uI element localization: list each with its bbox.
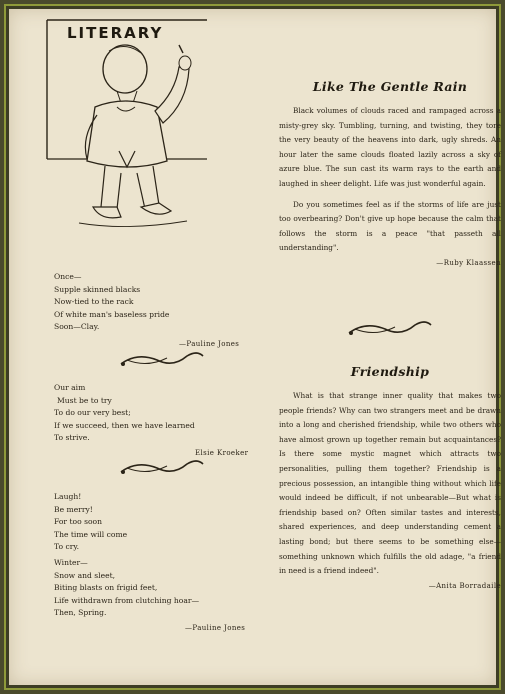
poem-author: —Pauline Jones <box>185 623 246 632</box>
poem-line: The time will come <box>54 529 128 539</box>
poem-line: Laugh! <box>54 492 82 501</box>
poem-line: Must be to try <box>57 395 112 405</box>
poem-line: Then, Spring. <box>54 608 107 618</box>
poem-line: To strive. <box>54 433 90 443</box>
poem-once <box>54 271 274 351</box>
essay-paragraph: Black volumes of clouds raced and rampaged across a misty-grey sky. Tumbling, turning, and twisting, they tore the very beauty of the heavens into dark, ugly shreds. An hour later the same clouds floated lazily across a sky of azure blue. The sun cast its warm rays to the earth and laughed in sheer delight. Life was just wonderful again. <box>279 106 501 188</box>
essay-author: —Anita Borradaile <box>428 581 501 590</box>
poem-line: Winter— <box>54 558 88 567</box>
poem-author: Elsie Kroeker <box>195 448 249 457</box>
board-text: LITERARY <box>67 24 164 42</box>
flourish-ornament <box>345 317 435 341</box>
essay-title: Friendship <box>350 364 430 379</box>
poem-line: Our aim <box>54 383 86 392</box>
poem-line: Of white man's baseless pride <box>54 309 170 319</box>
poem-line: For too soon <box>54 517 103 527</box>
poem-author: —Pauline Jones <box>179 339 240 348</box>
poem-line: Be merry! <box>54 504 93 514</box>
poem-line: If we succeed, then we have learned <box>54 420 195 430</box>
poem-line: Supple skinned blacks <box>54 284 141 294</box>
essay-like-the-gentle-rain <box>279 79 501 267</box>
poem-line: To cry. <box>54 542 80 552</box>
poem-line: Soon—Clay. <box>54 322 100 332</box>
yearbook-page <box>9 9 501 685</box>
poem-our-aim <box>54 382 274 460</box>
essay-paragraph: Do you sometimes feel as if the storms of life are just too overbearing? Don't give up hope because the calm that follows the storm is a peace "that passeth all understanding". <box>279 199 501 253</box>
poem-line: Snow and sleet, <box>54 570 116 580</box>
flourish-ornament <box>117 456 207 480</box>
flourish-ornament <box>117 348 207 372</box>
poem-laugh <box>54 491 274 554</box>
poem-line: Biting blasts on frigid feet, <box>54 583 158 593</box>
poem-line: Now-tied to the rack <box>54 297 134 307</box>
poem-winter <box>54 557 274 635</box>
poem-line: Life withdrawn from clutching hoar— <box>54 595 200 605</box>
essay-author: —Ruby Klaassen <box>436 258 501 267</box>
essay-title: Like The Gentle Rain <box>312 79 468 94</box>
poem-line: Once— <box>54 272 82 281</box>
essay-paragraph: What is that strange inner quality that makes two people friends? Why can two strangers meet and be drawn into a long and cherished friendship, while two others who have almost grown up together remain but acquaintances? Is there some mystic magnet which attracts two personalities, pulling them together? Friendship is a precious possession, an intangible thing without which life would indeed be difficult, if not unbearable—But what is friendship based on? Often similar tastes and interests, shared experiences, and deep understanding cement a lasting bond; but there seems to be something else—something unknown which fulfills the old adage, "a friend in need is a friend indeed". <box>279 391 501 576</box>
child-at-board-illustration <box>17 11 207 241</box>
essay-friendship <box>279 364 501 590</box>
poem-line: To do our very best; <box>54 408 131 418</box>
